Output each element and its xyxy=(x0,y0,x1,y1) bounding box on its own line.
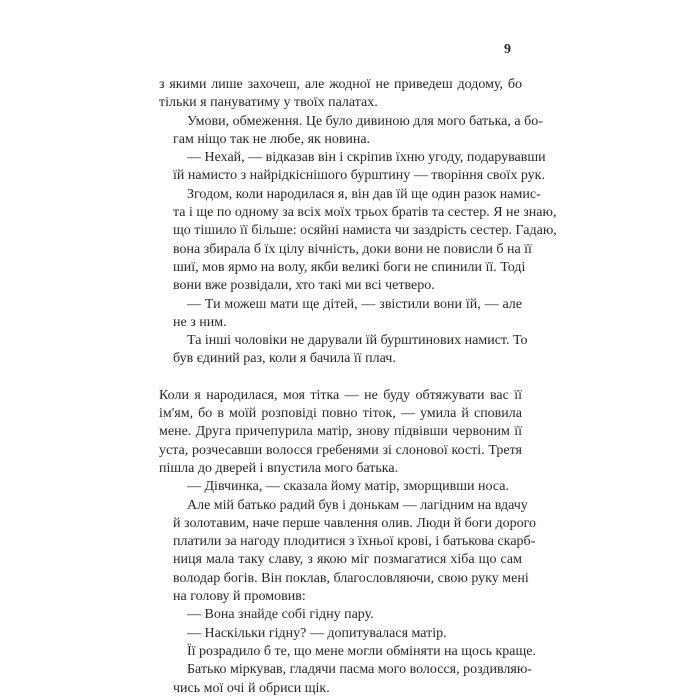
text-line: й золотавим, наче перше чавлення олив. Люди й боги дорого xyxy=(173,515,537,531)
text-line: Коли я народилася, моя тітка — не буду обтяжувати вас її xyxy=(159,387,522,403)
text-line: Але мій батько радий був і донькам — лагідним на вдачу xyxy=(187,497,528,513)
text-line: — Нехай, — відказав він і скріпив їхню угоду, подарувавши xyxy=(187,150,546,166)
paragraph xyxy=(159,149,546,186)
text-line: був єдиний раз, коли я бачила її плач. xyxy=(173,351,396,367)
text-line: що тішило її більше: осяйні намиста чи заздрість сестер. Гадаю, xyxy=(173,223,557,239)
paragraph xyxy=(159,113,543,150)
paragraph xyxy=(159,387,522,478)
paragraph xyxy=(159,186,557,296)
text-line: гам ніщо так не любе, як новина. xyxy=(173,131,371,147)
paragraph xyxy=(159,478,522,496)
text-line: — Ти можеш мати ще дітей, — звістили вони їй, — але xyxy=(187,296,522,312)
paragraph xyxy=(159,661,532,698)
text-line: тільки я пануватиму у твоїх палатах. xyxy=(159,95,378,111)
text-line: та і ще по одному за всіх моїх трьох братів та сестер. Я не знаю, xyxy=(173,205,557,221)
text-line: чись мої очі й обриси щік. xyxy=(173,680,330,696)
text-line: ниця мала таку славу, з якою міг позмагатися хіба що сам xyxy=(173,552,522,568)
text-line: вона збирала б їх цілу вічність, доки вони не повисли б на її xyxy=(173,241,532,257)
text-line: вони вже розвідали, хто такі ми всі четверо. xyxy=(173,278,435,294)
text-line: не з ним. xyxy=(173,314,227,330)
text-line: з якими лише захочеш, але жодної не приведеш додому, бо xyxy=(159,77,522,92)
paragraph xyxy=(159,606,522,624)
text-line: Згодом, коли народилася я, він дав їй ще один разок намис- xyxy=(187,186,541,202)
page-number: 9 xyxy=(504,42,511,57)
section-break xyxy=(159,369,522,387)
text-line: уста, розчесавши волосся гребенями зі слонової кості. Третя xyxy=(159,442,522,458)
text-line: — Дівчинка, — сказала йому матір, зморщивши носа. xyxy=(187,479,509,495)
body-text xyxy=(159,76,557,698)
text-line: володар богів. Він поклав, благословляючи, свою руку мені xyxy=(173,570,529,586)
paragraph xyxy=(159,497,537,607)
text-line: платили за нагоду плодитися з їхньої крові, і батькова скарб- xyxy=(173,534,536,550)
paragraph xyxy=(159,296,522,333)
text-line: мене. Друга причепурила матір, знову підвівши червоним її xyxy=(159,424,522,440)
text-line: Її розрадило б те, що мене могли обміняти на щось краще. xyxy=(187,643,537,659)
paragraph xyxy=(159,625,522,643)
text-line: Та інші чоловіки не дарували їй бурштинових намист. То xyxy=(187,333,528,349)
paragraph xyxy=(159,332,528,369)
paragraph xyxy=(159,643,537,661)
text-line: Умови, обмеження. Це було дивиною для мого батька, а бо- xyxy=(187,113,543,129)
text-line: Батько міркував, гладячи пасма мого волосся, роздивляю- xyxy=(187,662,532,678)
text-line: — Наскільки гідну? — допитувалася матір. xyxy=(187,625,447,641)
paragraph xyxy=(159,76,522,113)
text-line: шиї, мов ярмо на волу, якби великі боги не спинили її. Тоді xyxy=(173,259,526,275)
text-line: — Вона знайде собі гідну пару. xyxy=(187,607,374,623)
text-line: пішла до дверей і впустила мого батька. xyxy=(159,460,399,476)
text-line: на голову й промовив: xyxy=(173,589,306,605)
text-line: їй намисто з найрідкіснішого бурштину — творіння своїх рук. xyxy=(173,168,545,184)
text-line: ім'ям, бо в моїй розповіді повно тіток, — умила й сповила xyxy=(159,406,522,422)
